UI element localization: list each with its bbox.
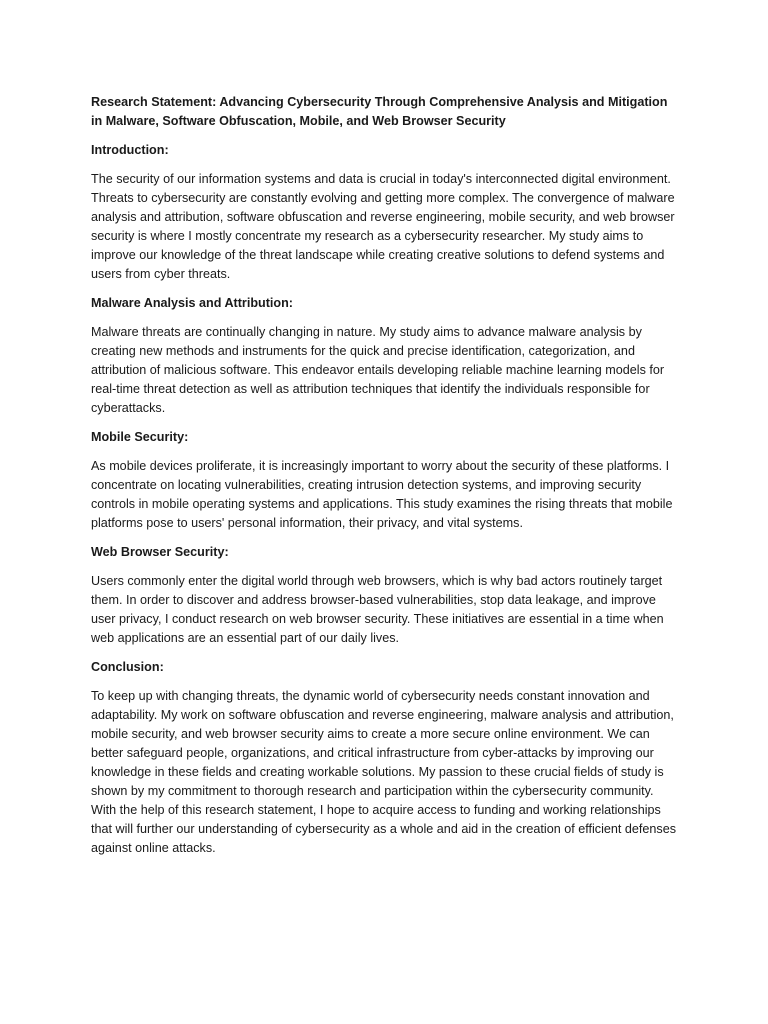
document-title: Research Statement: Advancing Cybersecurity Through Comprehensive Analysis and Mitigation in Malware, Software Obfuscation, Mobile, and Web Browser Security	[91, 95, 668, 128]
section-heading-malware-analysis: Malware Analysis and Attribution:	[91, 296, 293, 310]
section-body-web-browser-security: Users commonly enter the digital world through web browsers, which is why bad actors routinely target them. In order to discover and address browser-based vulnerabilities, stop data leakage, and improve user privacy, I conduct research on web browser security. These initiatives are essential in a time when web applications are an essential part of our daily lives.	[91, 574, 664, 645]
section-heading-conclusion: Conclusion:	[91, 660, 164, 674]
section-body-conclusion: To keep up with changing threats, the dynamic world of cybersecurity needs constant innovation and adaptability. My work on software obfuscation and reverse engineering, malware analysis and attribution, mobile security, and web browser security aims to create a more secure online environment. We can better safeguard people, organizations, and critical infrastructure from cyber-attacks by improving our knowledge in these fields and creating workable solutions. My passion to these crucial fields of study is shown by my commitment to thorough research and participation within the cybersecurity community. With the help of this research statement, I hope to acquire access to funding and working relationships that will further our understanding of cybersecurity as a whole and aid in the creation of efficient defenses against online attacks.	[91, 689, 677, 855]
section-heading-introduction: Introduction:	[91, 143, 169, 157]
section-body-mobile-security: As mobile devices proliferate, it is increasingly important to worry about the security of these platforms. I concentrate on locating vulnerabilities, creating intrusion detection systems, and improving security controls in mobile operating systems and applications. This study examines the rising threats that mobile platforms pose to users' personal information, their privacy, and vital systems.	[91, 459, 673, 530]
section-body-malware-analysis: Malware threats are continually changing in nature. My study aims to advance malware analysis by creating new methods and instruments for the quick and precise identification, categorization, and attribution of malicious software. This endeavor entails developing reliable machine learning models for real-time threat detection as well as attribution techniques that identify the individuals responsible for cyberattacks.	[91, 325, 665, 415]
section-heading-mobile-security: Mobile Security:	[91, 430, 189, 444]
section-body-introduction: The security of our information systems and data is crucial in today's interconnected digital environment. Threats to cybersecurity are constantly evolving and getting more complex. The convergence of malware analysis and attribution, software obfuscation and reverse engineering, mobile security, and web browser security is where I mostly concentrate my research as a cybersecurity researcher. My study aims to improve our knowledge of the threat landscape while creating creative solutions to defend systems and users from cyber threats.	[91, 172, 675, 281]
section-heading-web-browser-security: Web Browser Security:	[91, 545, 229, 559]
